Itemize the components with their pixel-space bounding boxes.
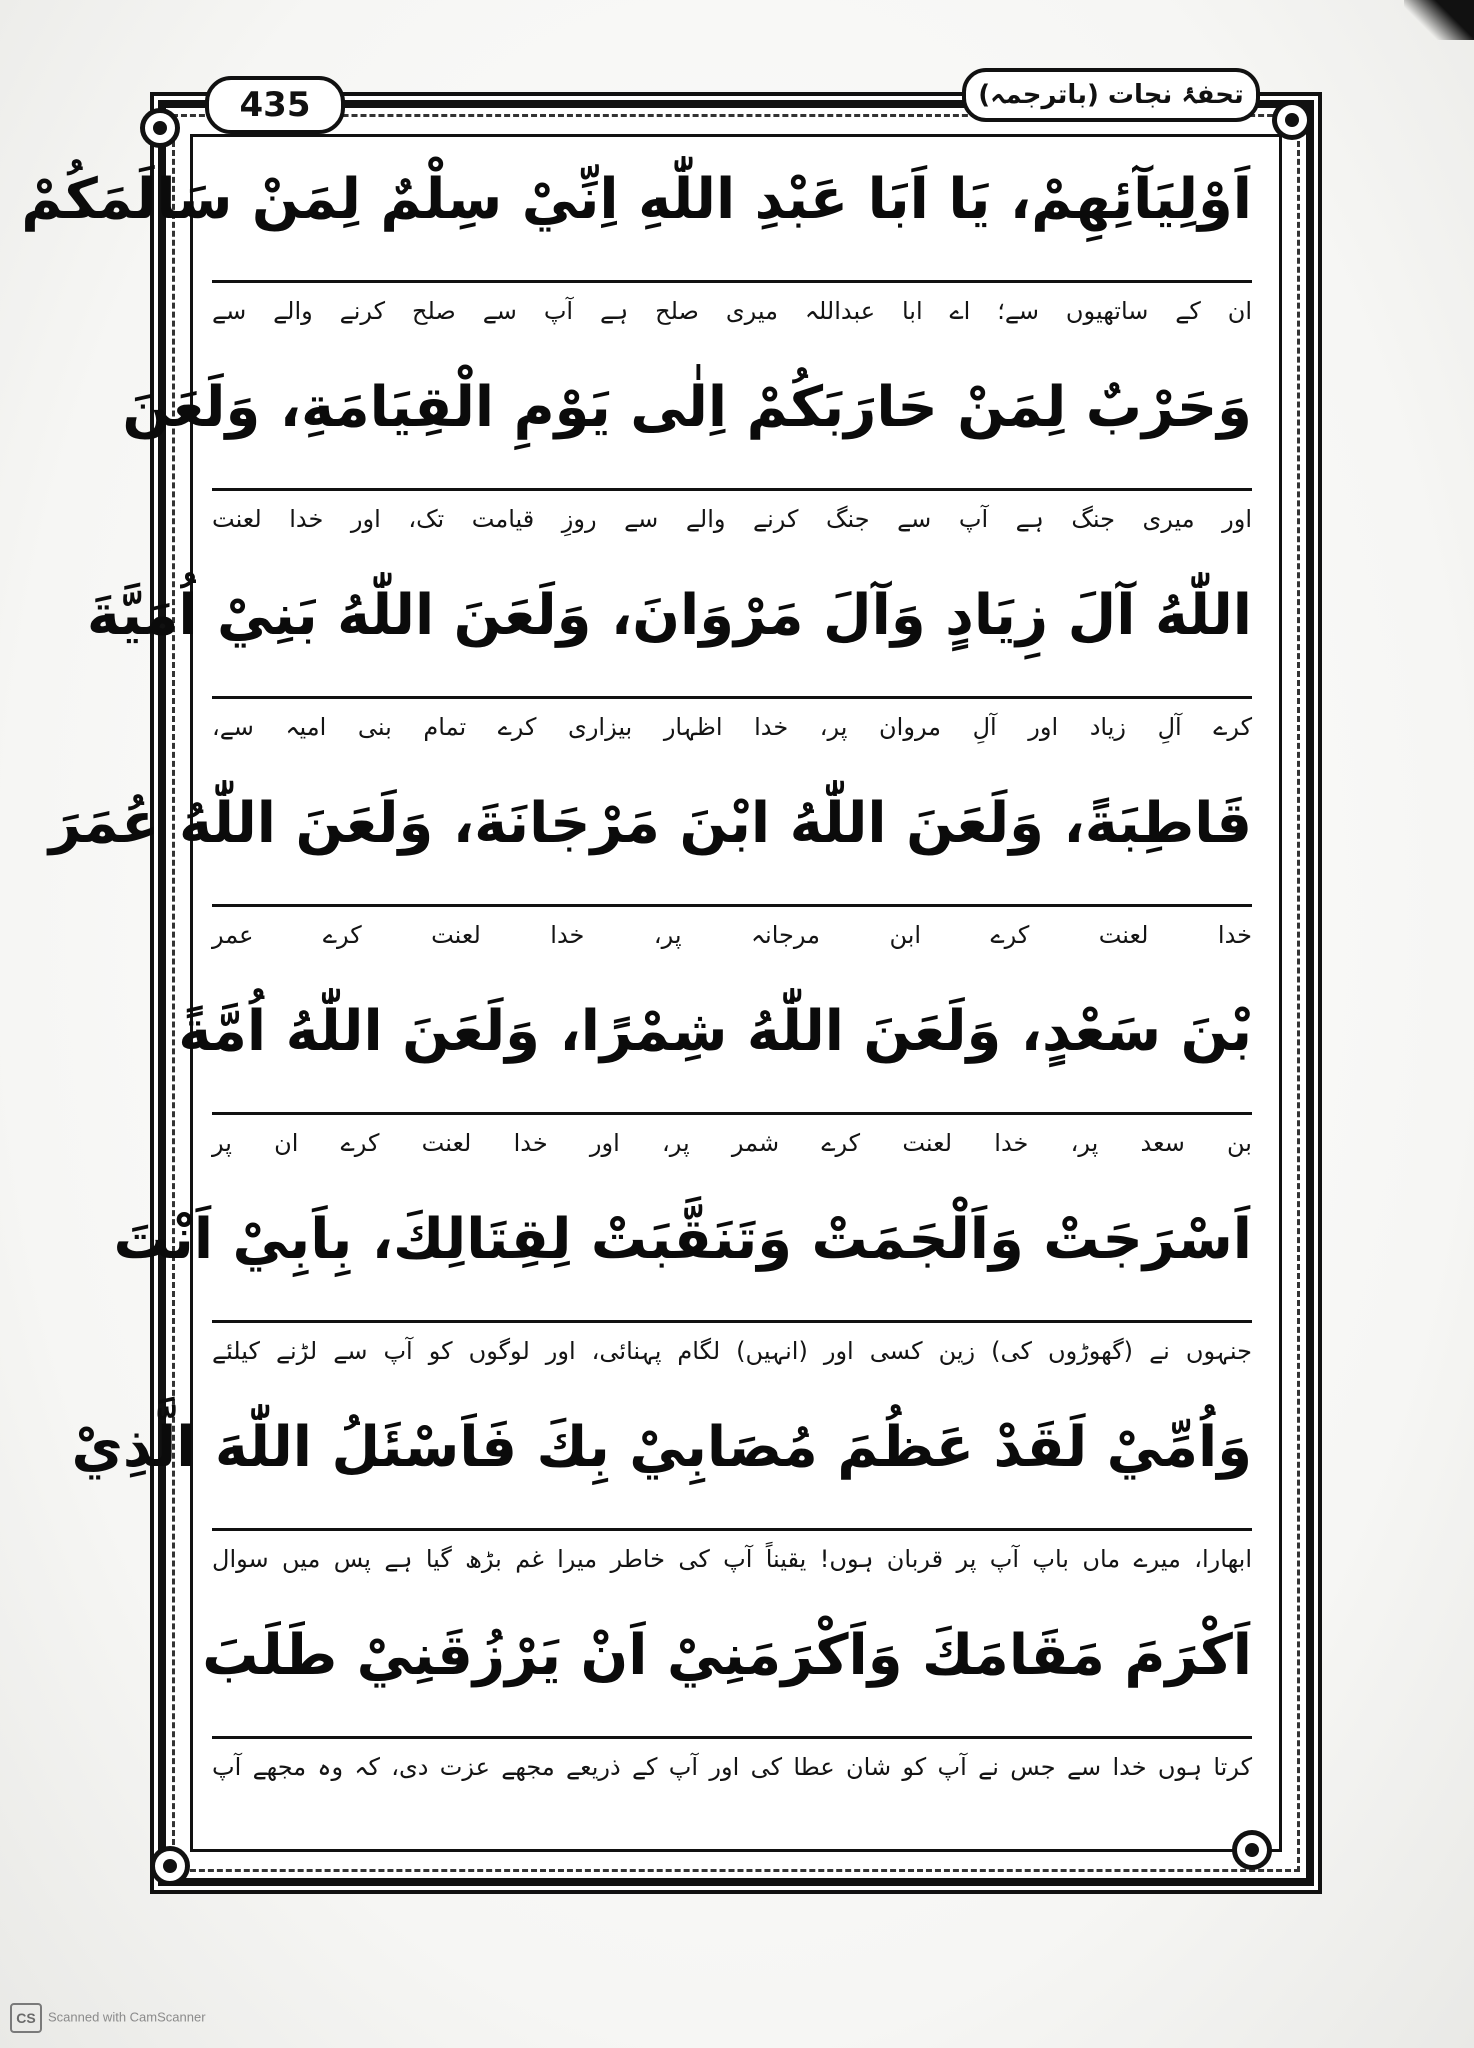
page-number: 435 — [205, 76, 345, 134]
corner-ornament-icon — [1232, 1830, 1272, 1870]
urdu-translation: اور میری جنگ ہے آپ سے جنگ کرنے والے سے روزِ قیامت تک، اور خدا لعنت — [212, 505, 1252, 533]
divider — [212, 904, 1252, 907]
arabic-line: اَوْلِيَآئِهِمْ، يَا اَبَا عَبْدِ اللّٰهِ اِنِّيْ سِلْمٌ لِمَنْ سَالَمَكُمْ — [21, 167, 1252, 232]
arabic-line: قَاطِبَةً، وَلَعَنَ اللّٰهُ ابْنَ مَرْجَانَةَ، وَلَعَنَ اللّٰهُ عُمَرَ — [48, 791, 1252, 856]
arabic-line: اَسْرَجَتْ وَاَلْجَمَتْ وَتَنَقَّبَتْ لِقِتَالِكَ، بِاَبِيْ اَنْتَ — [113, 1207, 1252, 1272]
watermark-text: Scanned with CamScanner — [48, 2009, 206, 2025]
corner-ornament-icon — [1272, 100, 1312, 140]
arabic-line: وَاُمِّيْ لَقَدْ عَظُمَ مُصَابِيْ بِكَ فَاَسْئَلُ اللّٰهَ الَّذِيْ — [71, 1415, 1252, 1480]
arabic-line: اللّٰهُ آلَ زِيَادٍ وَآلَ مَرْوَانَ، وَلَعَنَ اللّٰهُ بَنِيْ اُمَيَّةَ — [86, 583, 1252, 648]
corner-ornament-icon — [150, 1846, 190, 1886]
divider — [212, 1112, 1252, 1115]
scanner-watermark — [10, 2002, 206, 2032]
corner-ornament-icon — [140, 108, 180, 148]
urdu-translation: کرتا ہوں خدا سے جس نے آپ کو شان عطا کی اور آپ کے ذریعے مجھے عزت دی، کہ وہ مجھے آپ — [212, 1753, 1252, 1781]
urdu-translation: بن سعد پر، خدا لعنت کرے شمر پر، اور خدا لعنت کرے ان پر — [212, 1129, 1252, 1157]
urdu-translation: جنہوں نے (گھوڑوں کی) زین کسی اور (انہیں) لگام پہنائی، اور لوگوں کو آپ سے لڑنے کیلئے — [212, 1337, 1252, 1365]
urdu-translation: خدا لعنت کرے ابن مرجانہ پر، خدا لعنت کرے عمر — [212, 921, 1252, 949]
book-title: تحفۂ نجات (باترجمہ) — [962, 68, 1260, 122]
divider — [212, 1320, 1252, 1323]
urdu-translation: ان کے ساتھیوں سے؛ اے ابا عبداللہ میری صلح ہے آپ سے صلح کرنے والے سے — [212, 297, 1252, 325]
divider — [212, 488, 1252, 491]
camscanner-logo-icon: CS — [10, 2003, 42, 2033]
arabic-line: بْنَ سَعْدٍ، وَلَعَنَ اللّٰهُ شِمْرًا، وَلَعَنَ اللّٰهُ اُمَّةً — [178, 999, 1252, 1064]
urdu-translation: ابھارا، میرے ماں باپ آپ پر قربان ہوں! یقیناً آپ کی خاطر میرا غم بڑھ گیا ہے پس میں سوال — [212, 1545, 1252, 1573]
divider — [212, 1736, 1252, 1739]
page-corner-shadow — [1404, 0, 1474, 40]
arabic-line: وَحَرْبٌ لِمَنْ حَارَبَكُمْ اِلٰى يَوْمِ الْقِيَامَةِ، وَلَعَنَ — [122, 375, 1252, 440]
divider — [212, 280, 1252, 283]
divider — [212, 696, 1252, 699]
divider — [212, 1528, 1252, 1531]
prayer-text — [21, 150, 1252, 1830]
arabic-line: اَكْرَمَ مَقَامَكَ وَاَكْرَمَنِيْ اَنْ يَرْزُقَنِيْ طَلَبَ — [202, 1623, 1252, 1688]
urdu-translation: کرے آلِ زیاد اور آلِ مروان پر، خدا اظہار بیزاری کرے تمام بنی امیہ سے، — [212, 713, 1252, 741]
